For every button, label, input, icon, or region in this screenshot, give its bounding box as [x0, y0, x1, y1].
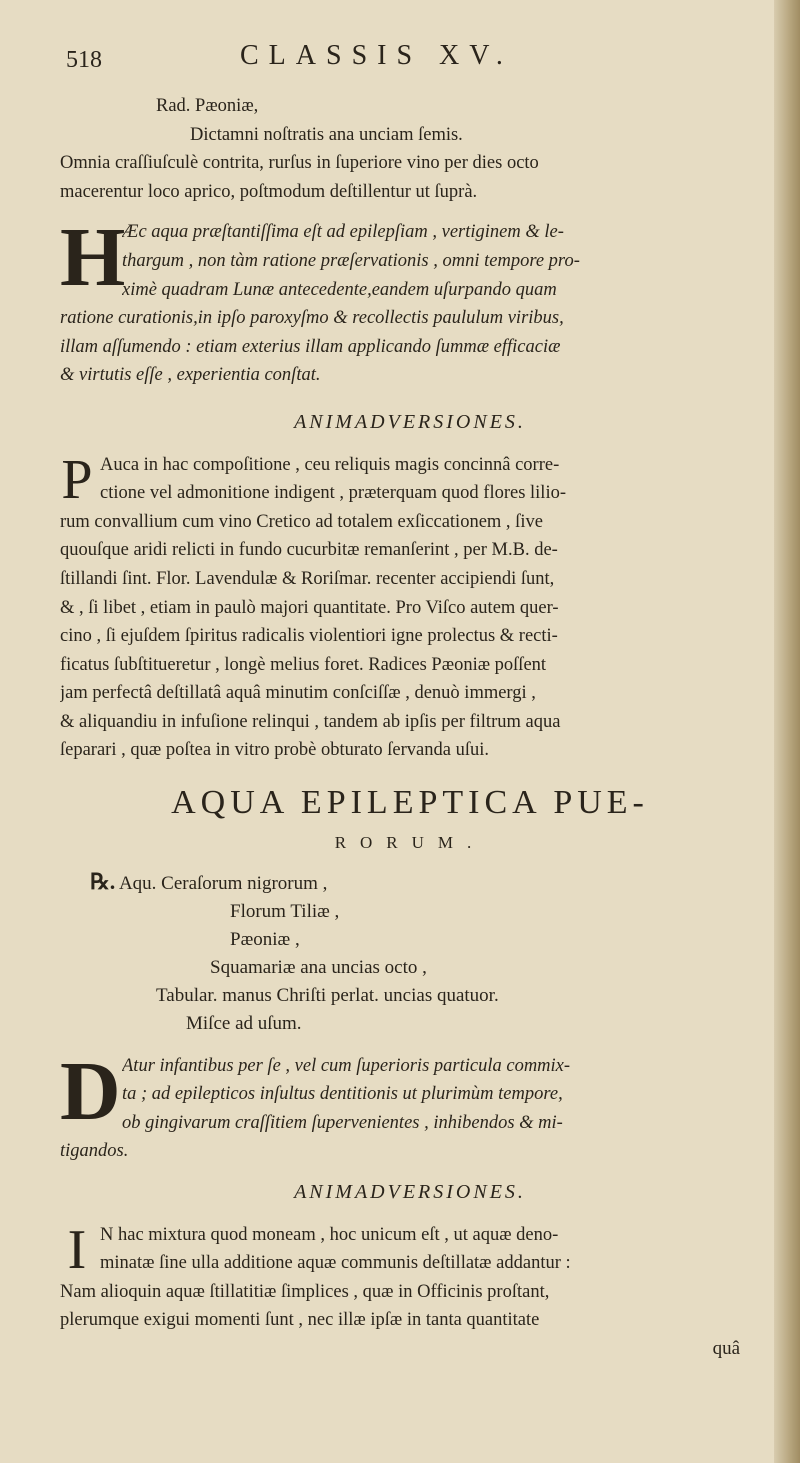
text-line: Dictamni noſtratis ana unciam ſemis. — [190, 124, 463, 145]
drop-cap-letter: I — [67, 1218, 87, 1281]
text-line: ficatus ſubſtitueretur , longè melius foret. Radices Pæoniæ poſſent — [60, 654, 547, 675]
text-line: Atur infantibus per ſe , vel cum ſuperioris particula commix- — [122, 1055, 571, 1076]
text-line: ſeparari , quæ poſtea in vitro probè obturato ſervanda uſui. — [60, 740, 489, 761]
text-line: N hac mixtura quod moneam , hoc unicum eſt , ut aquæ deno- — [100, 1224, 559, 1245]
text-line: illam aſſumendo : etiam exterius illam applicando ſummæ efficaciæ — [60, 336, 561, 357]
text-line: ob gingivarum craſſitiem ſupervenientes , inhibendos & mi- — [122, 1112, 563, 1133]
drop-cap-letter: H — [60, 211, 126, 305]
recipe-list — [60, 868, 760, 1038]
instruction: Miſce ad uſum. — [186, 1012, 302, 1034]
recipe-title: AQUA EPILEPTICA PUE- — [171, 784, 649, 822]
recipe-line — [60, 868, 760, 898]
paragraph-usage — [60, 211, 760, 390]
text-line: thargum , non tàm ratione præſervationis , omni tempore pro- — [122, 250, 580, 271]
text-line: Omnia craſſiuſculè contrita, rurſus in ſuperiore vino per dies octo — [60, 153, 539, 174]
text-line: jam perfectâ deſtillatâ aquâ minutim conſciſſæ , denuò immergi , — [60, 683, 536, 704]
text-line: & , ſi libet , etiam in paulò majori quantitate. Pro Viſco autem quer- — [60, 597, 559, 618]
page-number: 518 — [66, 47, 102, 73]
text-line: ta ; ad epilepticos inſultus dentitionis ut plurimùm tempore, — [122, 1084, 563, 1105]
catchword: quâ — [712, 1338, 740, 1359]
text-line: rum convallium cum vino Cretico ad totalem exſiccationem , ſive — [60, 511, 543, 532]
ingredient: Florum Tiliæ , — [230, 900, 340, 922]
text-line: plerumque exigui momenti ſunt , nec illæ ipſæ in tanta quantitate — [60, 1310, 540, 1331]
ingredient: Tabular. manus Chriſti perlat. uncias quatuor. — [156, 984, 499, 1006]
text-line: ſtillandi ſint. Flor. Lavendulæ & Roriſmar. recenter accipiendi ſunt, — [60, 568, 555, 589]
drop-cap-letter: P — [61, 448, 93, 511]
text-line: cino , ſi ejuſdem ſpiritus radicalis violentiori igne prolectus & recti- — [60, 626, 558, 647]
text-line: ximè quadram Lunæ antecedente,eandem uſurpando quam — [122, 279, 557, 300]
text-line: Rad. Pæoniæ, — [156, 96, 259, 116]
text-line: Nam alioquin aquæ ſtillatitiæ ſimplices , quæ in Officinis proſtant, — [60, 1281, 550, 1302]
text-line: & virtutis eſſe , experientia conſtat. — [60, 365, 321, 386]
running-head-title: CLASSIS XV. — [240, 40, 513, 71]
section-heading: ANIMADVERSIONES. — [294, 1181, 526, 1204]
text-line: ratione curationis,in ipſo paroxyſmo & recollectis paululum viribus, — [60, 308, 564, 329]
paragraph-recipe-end — [60, 92, 760, 206]
text-line: minatæ ſine ulla additione aquæ communis deſtillatæ addantur : — [100, 1253, 571, 1274]
recipe-symbol: ℞. — [90, 868, 116, 894]
ingredient: Squamariæ ana uncias octo , — [210, 956, 427, 978]
paragraph-usage-2 — [60, 1044, 760, 1166]
ingredient: Pæoniæ , — [230, 928, 300, 950]
running-header — [60, 40, 760, 92]
section-heading: ANIMADVERSIONES. — [294, 410, 526, 433]
drop-cap-letter: D — [60, 1044, 121, 1138]
text-line: tigandos. — [60, 1141, 129, 1162]
paragraph-animadversiones-1 — [60, 448, 760, 766]
text-line: Æc aqua præſtantiſſima eſt ad epilepſiam , vertiginem & le- — [122, 222, 564, 243]
text-line: & aliquandiu in infuſione relinqui , tandem ab ipſis per filtrum aqua — [60, 711, 561, 732]
paragraph-animadversiones-2 — [60, 1218, 760, 1335]
ingredient: Aqu. Ceraſorum nigrorum , — [118, 872, 328, 894]
text-line: Auca in hac compoſitione , ceu reliquis magis concinnâ corre- — [100, 454, 560, 475]
text-line: macerentur loco aprico, poſtmodum deſtillentur ut ſuprà. — [60, 181, 478, 202]
text-line: ctione vel admonitione indigent , præterquam quod flores lilio- — [100, 483, 566, 504]
book-page — [60, 40, 760, 1364]
page-edge — [774, 0, 800, 1463]
recipe-title-continued: RORUM. — [334, 833, 486, 853]
text-line: quouſque aridi relicti in fundo cucurbitæ remanſerint , per M.B. de- — [60, 540, 558, 561]
